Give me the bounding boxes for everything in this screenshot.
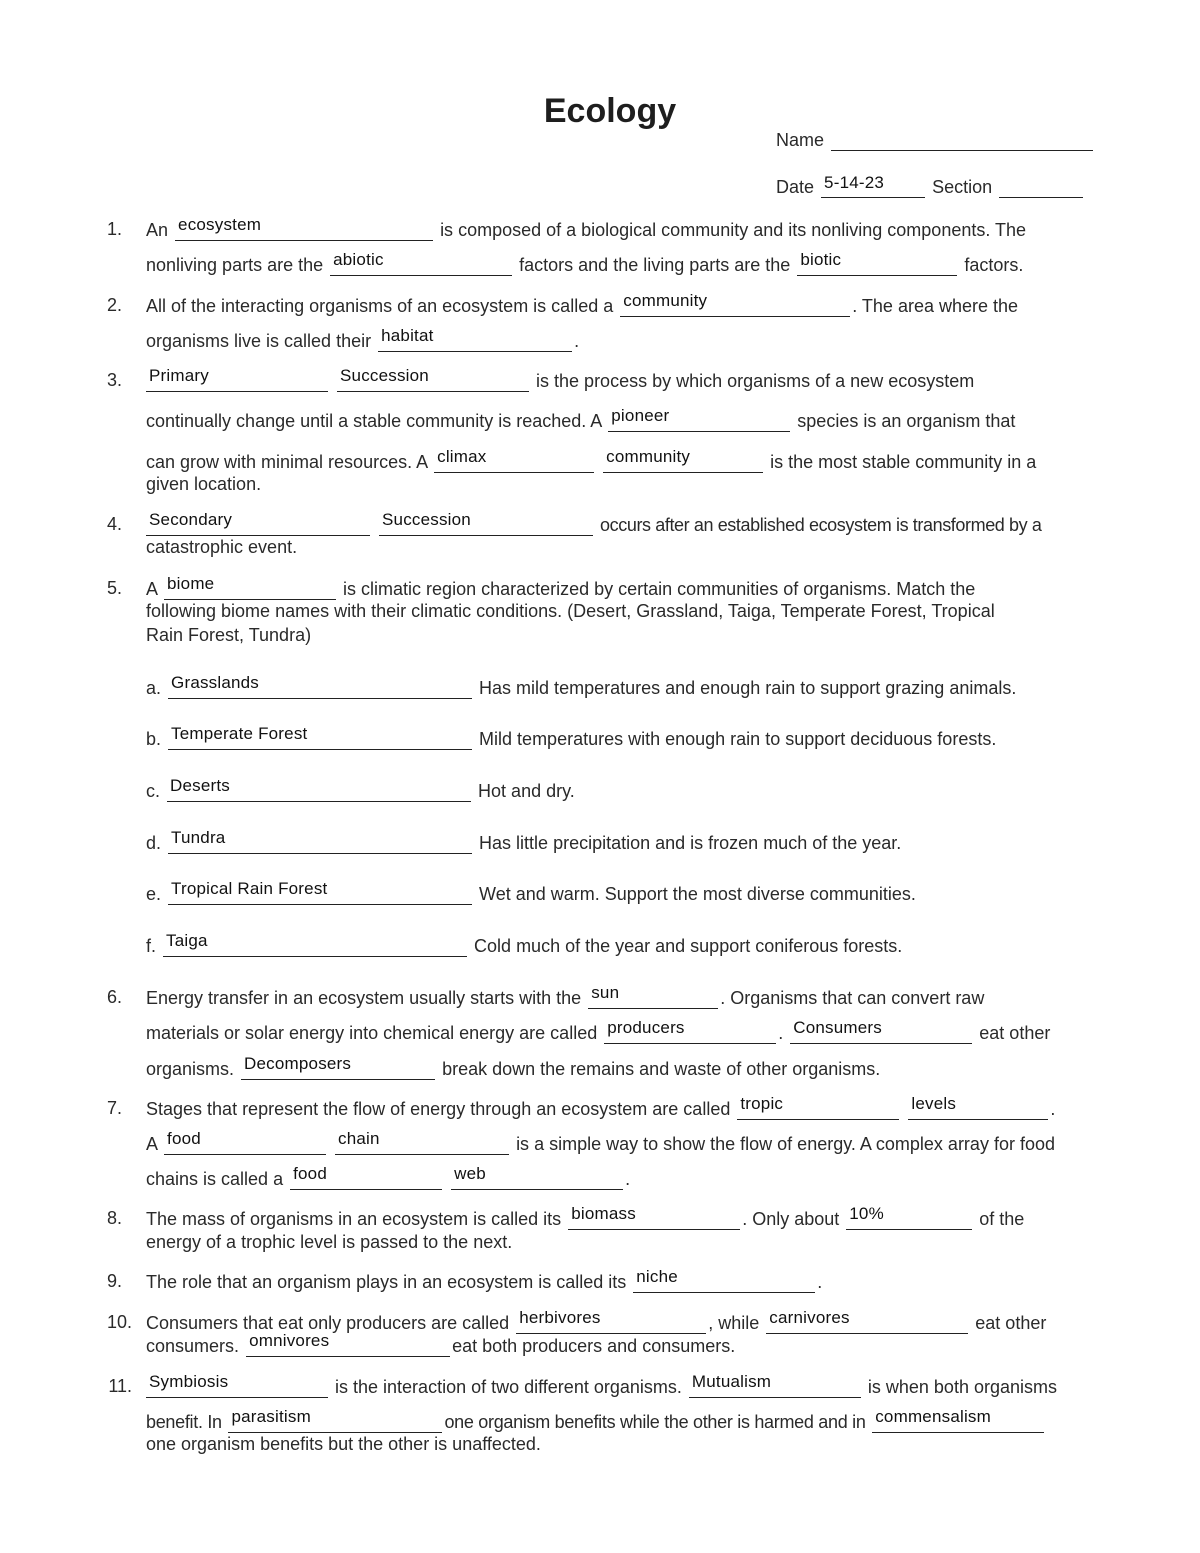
q1-line2: nonliving parts are the abiotic factors and the living parts are the biotic factors. bbox=[146, 250, 1024, 275]
answer-blank[interactable]: ecosystem bbox=[175, 218, 433, 241]
question-number: 3. bbox=[106, 370, 122, 390]
name-field[interactable] bbox=[831, 128, 1093, 151]
question-number: 6. bbox=[106, 987, 122, 1007]
answer-blank[interactable]: Symbiosis bbox=[146, 1375, 328, 1398]
answer-blank[interactable]: levels bbox=[908, 1097, 1048, 1120]
question-number: 10. bbox=[106, 1312, 132, 1332]
question-number: 11. bbox=[108, 1376, 132, 1396]
answer-blank[interactable]: commensalism bbox=[872, 1410, 1044, 1433]
answer-blank[interactable]: omnivores bbox=[246, 1334, 450, 1357]
answer-blank[interactable]: herbivores bbox=[516, 1311, 706, 1334]
question-number: 8. bbox=[106, 1208, 122, 1228]
q7-line2: A food chain is a simple way to show the flow of energy. A complex array for food bbox=[146, 1129, 1055, 1154]
answer-blank[interactable]: sun bbox=[588, 986, 718, 1009]
answer-blank[interactable]: Consumers bbox=[790, 1021, 972, 1044]
answer-blank[interactable]: pioneer bbox=[608, 409, 790, 432]
q11-line3: one organism benefits but the other is unaffected. bbox=[146, 1434, 541, 1454]
question-number: 2. bbox=[106, 295, 122, 315]
answer-blank[interactable]: habitat bbox=[378, 329, 572, 352]
answer-blank[interactable]: Grasslands bbox=[168, 676, 472, 699]
biome-item: e. Tropical Rain Forest Wet and warm. Support the most diverse communities. bbox=[146, 879, 916, 904]
section-label: Section bbox=[932, 177, 993, 197]
answer-blank[interactable]: Secondary bbox=[146, 513, 370, 536]
q3-line2: continually change until a stable community is reached. A pioneer species is an organism that bbox=[146, 406, 1016, 431]
answer-blank[interactable]: Mutualism bbox=[689, 1375, 861, 1398]
question-number: 4. bbox=[106, 514, 122, 534]
answer-blank[interactable]: biotic bbox=[797, 253, 957, 276]
answer-blank[interactable]: climax bbox=[434, 450, 594, 473]
answer-blank[interactable]: Succession bbox=[337, 369, 529, 392]
q5-line3: Rain Forest, Tundra) bbox=[146, 625, 312, 645]
q6-line3: organisms. Decomposers break down the remains and waste of other organisms. bbox=[146, 1054, 881, 1079]
q11-line2: benefit. In parasitism one organism benefits while the other is harmed and in commensalism bbox=[146, 1410, 1046, 1433]
q6-line1: Energy transfer in an ecosystem usually starts with the sun . Organisms that can convert raw bbox=[146, 983, 985, 1008]
answer-blank[interactable]: Primary bbox=[146, 369, 328, 392]
answer-blank[interactable]: producers bbox=[604, 1021, 776, 1044]
q8-line2: energy of a trophic level is passed to the next. bbox=[146, 1232, 513, 1252]
answer-blank[interactable]: chain bbox=[335, 1132, 509, 1155]
q8-line1: The mass of organisms in an ecosystem is called its biomass . Only about 10% of the bbox=[146, 1204, 1025, 1229]
q7-line1: Stages that represent the flow of energy through an ecosystem are called tropic levels . bbox=[146, 1094, 1056, 1119]
answer-blank[interactable]: Decomposers bbox=[241, 1057, 435, 1080]
q11-line1: Symbiosis is the interaction of two different organisms. Mutualism is when both organisms bbox=[146, 1375, 1057, 1398]
answer-blank[interactable]: Succession bbox=[379, 513, 593, 536]
q1-line1: An ecosystem is composed of a biological community and its nonliving components. The bbox=[146, 215, 1027, 240]
answer-blank[interactable]: food bbox=[164, 1132, 326, 1155]
question-number: 1. bbox=[106, 219, 122, 239]
answer-blank[interactable]: biome bbox=[164, 577, 336, 600]
q2-line1: All of the interacting organisms of an ecosystem is called a community . The area where the bbox=[146, 291, 1019, 316]
answer-blank[interactable]: tropic bbox=[737, 1097, 899, 1120]
answer-blank[interactable]: Tundra bbox=[168, 831, 472, 854]
answer-blank[interactable]: abiotic bbox=[330, 253, 512, 276]
q5-line1: A biome is climatic region characterized by certain communities of organisms. Match the bbox=[146, 574, 976, 599]
answer-blank[interactable]: web bbox=[451, 1167, 623, 1190]
q3-line4: given location. bbox=[146, 474, 262, 494]
biome-item: f. Taiga Cold much of the year and support coniferous forests. bbox=[146, 931, 903, 956]
date-field[interactable] bbox=[821, 175, 925, 198]
q4-line1: Secondary Succession occurs after an established ecosystem is transformed by a bbox=[146, 513, 1041, 536]
answer-blank[interactable]: community bbox=[620, 294, 850, 317]
date-value: 5-14-23 bbox=[824, 173, 885, 192]
answer-blank[interactable]: parasitism bbox=[228, 1410, 442, 1433]
q10-line1: Consumers that eat only producers are called herbivores , while carnivores eat other bbox=[146, 1308, 1047, 1333]
answer-blank[interactable]: Tropical Rain Forest bbox=[168, 882, 472, 905]
answer-blank[interactable]: Taiga bbox=[163, 934, 467, 957]
answer-blank[interactable]: Temperate Forest bbox=[168, 727, 472, 750]
answer-blank[interactable]: community bbox=[603, 450, 763, 473]
biome-item: b. Temperate Forest Mild temperatures with enough rain to support deciduous forests. bbox=[146, 724, 997, 749]
date-section-row bbox=[776, 175, 1085, 198]
question-number: 5. bbox=[106, 578, 122, 598]
answer-blank[interactable]: niche bbox=[633, 1270, 815, 1293]
answer-blank[interactable]: Deserts bbox=[167, 779, 471, 802]
q9-line1: The role that an organism plays in an ecosystem is called its niche . bbox=[146, 1267, 823, 1292]
biome-item: a. Grasslands Has mild temperatures and enough rain to support grazing animals. bbox=[146, 673, 1017, 698]
question-number: 9. bbox=[106, 1271, 122, 1291]
answer-blank[interactable]: 10% bbox=[846, 1207, 972, 1230]
q3-line3: can grow with minimal resources. A climax community is the most stable community in a bbox=[146, 447, 1037, 472]
q4-line2: catastrophic event. bbox=[146, 537, 298, 557]
date-label: Date bbox=[776, 177, 815, 197]
section-field[interactable] bbox=[999, 175, 1083, 198]
name-row bbox=[776, 128, 1095, 151]
q5-line2: following biome names with their climatic conditions. (Desert, Grassland, Taiga, Temperate Forest, Tropical bbox=[146, 601, 995, 621]
q3-line1: Primary Succession is the process by which organisms of a new ecosystem bbox=[146, 369, 974, 392]
answer-blank[interactable]: carnivores bbox=[766, 1311, 968, 1334]
name-label: Name bbox=[776, 130, 825, 150]
biome-item: c. Deserts Hot and dry. bbox=[146, 776, 575, 801]
answer-blank[interactable]: food bbox=[290, 1167, 442, 1190]
q6-line2: materials or solar energy into chemical energy are called producers . Consumers eat other bbox=[146, 1018, 1051, 1043]
answer-blank[interactable]: biomass bbox=[568, 1207, 740, 1230]
question-number: 7. bbox=[106, 1098, 122, 1118]
page-title: Ecology bbox=[543, 92, 677, 130]
q10-line2: consumers. omnivores eat both producers and consumers. bbox=[146, 1331, 736, 1356]
q2-line2: organisms live is called their habitat . bbox=[146, 326, 580, 351]
biome-item: d. Tundra Has little precipitation and is frozen much of the year. bbox=[146, 828, 902, 853]
q7-line3: chains is called a food web . bbox=[146, 1164, 631, 1189]
